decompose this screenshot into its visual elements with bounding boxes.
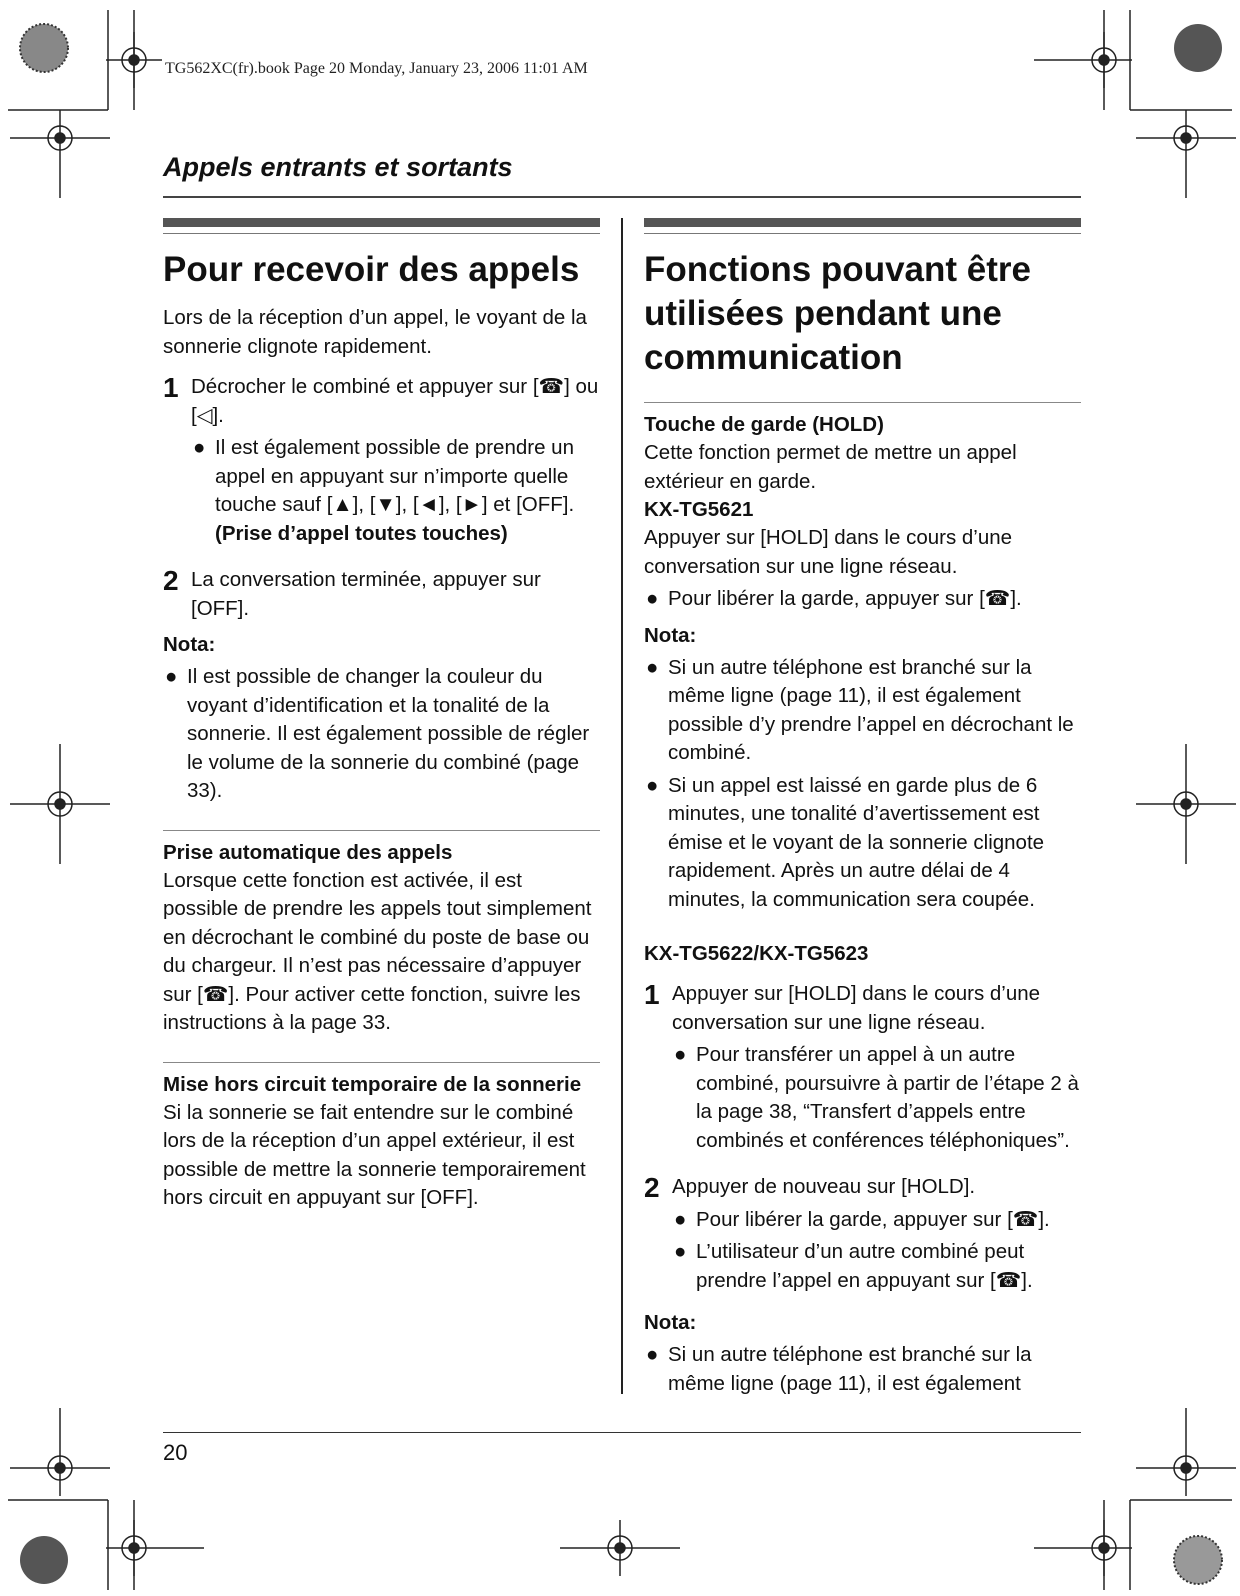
bullet-icon: ● <box>674 1043 687 1066</box>
model-label: KX-TG5621 <box>644 498 754 521</box>
nota-list <box>644 1341 1081 1398</box>
step-2 <box>163 566 600 623</box>
print-slug: TG562XC(fr).book Page 20 Monday, January 23, 2006 11:01 AM <box>165 60 588 77</box>
subsection-rule <box>163 830 600 831</box>
nota-label: Nota: <box>163 633 216 656</box>
step-2 <box>644 1173 1081 1301</box>
bullet-icon: ● <box>674 1207 687 1231</box>
heading-bar <box>644 218 1081 227</box>
bullet-icon: ● <box>674 1240 687 1263</box>
list-item: ● Il est également possible de prendre un appel en appuyant sur n’importe quelle touche sauf [▲], [▼], [◄], [►] et [OFF]. (Prise d’appel toutes touches) <box>193 436 575 545</box>
left-column <box>163 218 600 1213</box>
nota-label: Nota: <box>644 1311 697 1334</box>
model-label: KX-TG5622/KX-TG5623 <box>644 942 869 965</box>
step-number: 2 <box>644 1172 660 1203</box>
subsection-text: Lorsque cette fonction est activée, il est possible de prendre les appels tout simplement en décrochant le combiné du poste de base ou du chargeur. Il n’est pas nécessaire d’appuyer sur [☎]. Pour activer cette fonction, suivre les instructions à la page 33. <box>163 868 592 1034</box>
header-rule <box>163 196 1081 198</box>
step-1 <box>163 373 600 554</box>
bullet-icon: ● <box>646 773 659 797</box>
step-number: 1 <box>163 372 179 403</box>
list-item: ● Si un autre téléphone est branché sur la même ligne (page 11), il est également <box>646 1343 1032 1395</box>
step-bullets <box>672 1206 1081 1296</box>
subsection-title: Mise hors circuit temporaire de la sonnerie <box>163 1072 582 1096</box>
bullet-icon: ● <box>646 1343 659 1366</box>
step-number: 2 <box>163 565 179 596</box>
bullet-icon: ● <box>646 587 659 610</box>
subsection-title: Touche de garde (HOLD) <box>644 413 884 436</box>
step-text: La conversation terminée, appuyer sur [OFF]. <box>191 568 541 620</box>
step-text: Décrocher le combiné et appuyer sur [☎] ou [◁]. <box>191 375 599 427</box>
right-column <box>644 218 1081 1404</box>
footer-rule <box>163 1432 1081 1433</box>
subsection-title: Prise automatique des appels <box>163 840 453 864</box>
subsection-rule <box>644 402 1081 403</box>
subsection-rule <box>163 1062 600 1063</box>
heading-call-functions: Fonctions pouvant être utilisées pendant une communication <box>644 250 1031 377</box>
list-item: ● Pour transférer un appel à un autre combiné, poursuivre à partir de l’étape 2 à la page 38, “Transfert d’appels entre combinés et conférences téléphoniques”. <box>674 1043 1079 1152</box>
step-text: Appuyer de nouveau sur [HOLD]. <box>672 1175 976 1198</box>
nota-label: Nota: <box>644 623 697 647</box>
bullet-icon: ● <box>165 665 178 688</box>
list-item: ● Pour libérer la garde, appuyer sur [☎]. <box>644 585 1081 614</box>
bullet-icon: ● <box>193 436 206 459</box>
step-1 <box>644 980 1081 1161</box>
nota-list <box>163 663 600 806</box>
heading-receive-calls: Pour recevoir des appels <box>163 250 580 289</box>
list-item: ● Si un appel est laissé en garde plus de 6 minutes, une tonalité d’avertissement est émise et le voyant de la sonnerie clignote rapidement. Après un autre délai de 4 minutes, la communication sera coupée. <box>646 773 1045 911</box>
section-title: Appels entrants et sortants <box>163 152 513 182</box>
list-item: ● L’utilisateur d’un autre combiné peut prendre l’appel en appuyant sur [☎]. <box>674 1240 1033 1292</box>
step-bullets <box>191 434 600 548</box>
list-item: ● Pour libérer la garde, appuyer sur [☎]. <box>672 1206 1081 1235</box>
nota-list <box>644 654 1081 915</box>
model-bullets <box>644 585 1081 614</box>
bullet-icon: ● <box>646 655 659 679</box>
subsection-text: Si la sonnerie se fait entendre sur le combiné lors de la réception d’un appel extérieur, il est possible de mettre la sonnerie temporairement hors circuit en appuyant sur [OFF]. <box>163 1100 586 1209</box>
list-item: ● Si un autre téléphone est branché sur la même ligne (page 11), il est également possible d’y prendre l’appel en décrochant le combiné. <box>646 655 1074 764</box>
model-text: Appuyer sur [HOLD] dans le cours d’une conversation sur une ligne réseau. <box>644 526 1013 578</box>
page-number: 20 <box>163 1440 188 1465</box>
step-number: 1 <box>644 979 660 1010</box>
step-text: Appuyer sur [HOLD] dans le cours d’une conversation sur une ligne réseau. <box>672 982 1041 1034</box>
heading-bar <box>163 218 600 227</box>
intro-text: Lors de la réception d’un appel, le voyant de la sonnerie clignote rapidement. <box>163 306 587 358</box>
column-divider <box>621 218 623 1394</box>
list-item: ● Il est possible de changer la couleur du voyant d’identification et la tonalité de la sonnerie. Il est également possible de régler le volume de la sonnerie du combiné (page 33). <box>165 665 590 802</box>
step-bullets <box>672 1041 1081 1155</box>
subsection-text: Cette fonction permet de mettre un appel extérieur en garde. <box>644 441 1017 493</box>
